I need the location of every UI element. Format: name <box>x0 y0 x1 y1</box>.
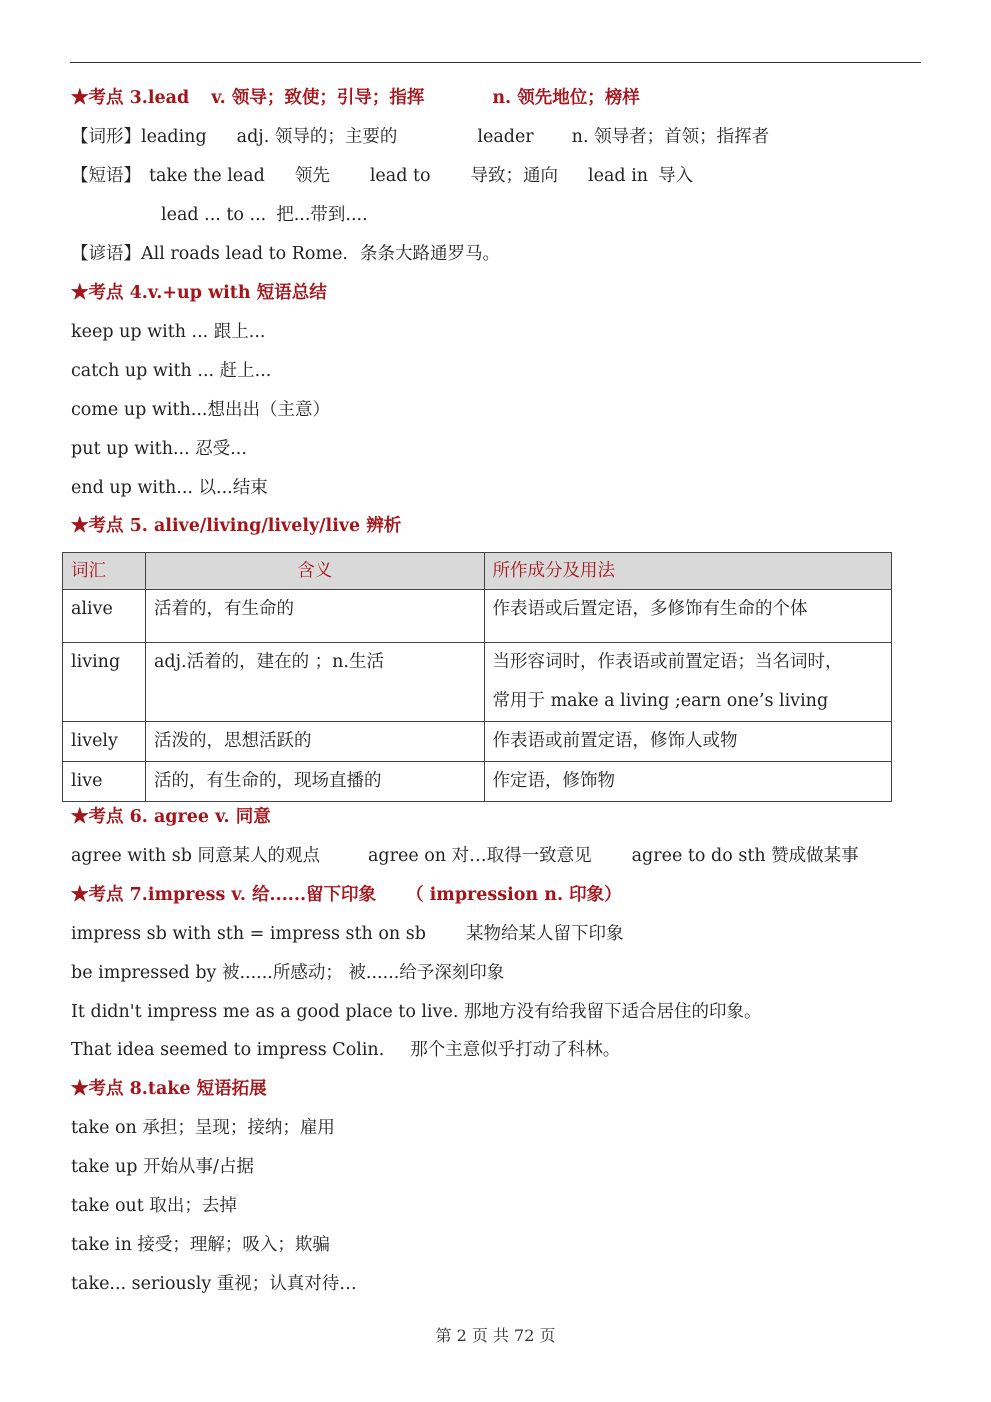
header-meaning: 含义 <box>145 553 484 590</box>
form-leader-def: n. 领导者；首领；指挥者 <box>571 127 770 147</box>
forms-tag: 【词形】 <box>71 127 141 147</box>
agree-phrases-line <box>71 844 859 868</box>
cell-word: alive <box>63 590 146 643</box>
phrase-lead-in: lead in <box>588 166 649 186</box>
page-number: 第 2 页 共 72 页 <box>435 1326 556 1345</box>
section8-item: take in 接受；理解；吸入；欺骗 <box>71 1235 330 1255</box>
agree-with-sb: agree with sb 同意某人的观点 <box>71 846 320 866</box>
section4-title: ★考点 4.v.+up with 短语总结 <box>71 283 327 303</box>
impress-example1: It didn't impress me as a good place to live. 那地方没有给我留下适合居住的印象。 <box>71 1002 762 1022</box>
impress-structure-def: 某物给某人留下印象 <box>465 924 624 944</box>
cell-word: live <box>63 762 146 802</box>
section4-item: keep up with ... 跟上... <box>71 322 266 342</box>
cell-usage: 作表语或后置定语，多修饰有生命的个体 <box>484 590 891 643</box>
section3-pos-v: v. 领导；致使；引导；指挥 <box>211 88 425 108</box>
agree-to-do: agree to do sth 赞成做某事 <box>631 846 859 866</box>
header-word: 词汇 <box>63 553 146 590</box>
section4-item: catch up with ... 赶上... <box>71 361 272 381</box>
section6-title: ★考点 6. agree v. 同意 <box>71 807 271 827</box>
table-row <box>63 762 892 802</box>
form-leader: leader <box>477 127 534 147</box>
cell-usage-line2: 常用于 make a living ;earn one’s living <box>492 691 829 711</box>
impress-example2 <box>71 1038 620 1062</box>
section7-title: ★考点 7.impress v. 给......留下印象 <box>71 885 377 905</box>
section4-item: end up with... 以...结束 <box>71 478 268 498</box>
phrase-lead-to-def: 导致；通向 <box>470 166 559 186</box>
section7-heading <box>71 883 622 907</box>
section3-pos-n: n. 领先地位；榜样 <box>492 88 640 108</box>
section3-heading <box>71 86 640 110</box>
header-rule <box>70 62 921 63</box>
cell-word: living <box>63 643 146 722</box>
section8-item: take out 取出；去掉 <box>71 1196 237 1216</box>
proverb-line <box>71 242 500 266</box>
phrase-lead-x-to-y: lead ... to ... <box>161 205 267 225</box>
cell-meaning: adj.活着的，建在的 ；n.生活 <box>145 643 484 722</box>
cell-usage: 作定语，修饰物 <box>484 762 891 802</box>
table-header-row <box>63 553 892 590</box>
table-row <box>63 643 892 722</box>
impress-line1 <box>71 922 623 946</box>
impress-example2-en: That idea seemed to impress Colin. <box>71 1040 385 1060</box>
cell-usage-line1: 当形容词时，作表语或前置定语；当名词时， <box>492 652 843 672</box>
phrase-lead-in-def: 导入 <box>658 166 694 186</box>
cell-word: lively <box>63 722 146 762</box>
header-usage: 所作成分及用法 <box>484 553 891 590</box>
section5-title: ★考点 5. alive/living/lively/live 辨析 <box>71 516 402 536</box>
proverb-translation: 条条大路通罗马。 <box>359 244 500 264</box>
agree-on: agree on 对…取得一致意见 <box>367 846 592 866</box>
cell-usage <box>484 643 891 722</box>
proverb-text: All roads lead to Rome. <box>141 244 348 264</box>
impress-structure: impress sb with sth = impress sth on sb <box>71 924 426 944</box>
section8-item: take up 开始从事/占据 <box>71 1157 254 1177</box>
phrase-lead-x-to-y-def: 把...带到.... <box>276 205 368 225</box>
form-leading: leading <box>141 127 207 147</box>
cell-meaning: 活泼的，思想活跃的 <box>145 722 484 762</box>
table-row <box>63 722 892 762</box>
section7-title-paren: （ impression n. 印象） <box>406 885 622 905</box>
phrases-line <box>71 164 693 188</box>
section8-item: take on 承担；呈现；接纳；雇用 <box>71 1118 335 1138</box>
cell-usage: 作表语或前置定语，修饰人或物 <box>484 722 891 762</box>
impress-line2: be impressed by 被......所感动； 被......给予深刻印象 <box>71 963 505 983</box>
table-row <box>63 590 892 643</box>
phrases-tag: 【短语】 <box>71 166 141 186</box>
section4-item: put up with... 忍受... <box>71 439 247 459</box>
phrase-take-the-lead-def: 领先 <box>294 166 330 186</box>
phrase-lead-to: lead to <box>369 166 431 186</box>
impress-example2-zh: 那个主意似乎打动了科林。 <box>410 1040 621 1060</box>
section8-item: take... seriously 重视；认真对待… <box>71 1274 357 1294</box>
section8-title: ★考点 8.take 短语拓展 <box>71 1079 267 1099</box>
phrase-lead-to-line <box>161 203 368 227</box>
section3-title: ★考点 3.lead <box>71 88 190 108</box>
vocab-comparison-table <box>62 552 892 802</box>
cell-meaning: 活的，有生命的，现场直播的 <box>145 762 484 802</box>
phrase-take-the-lead: take the lead <box>149 166 265 186</box>
cell-meaning: 活着的，有生命的 <box>145 590 484 643</box>
form-leading-def: adj. 领导的；主要的 <box>236 127 398 147</box>
section4-item: come up with...想出出（主意） <box>71 400 330 420</box>
word-forms-line <box>71 125 769 149</box>
proverb-tag: 【谚语】 <box>71 244 141 264</box>
